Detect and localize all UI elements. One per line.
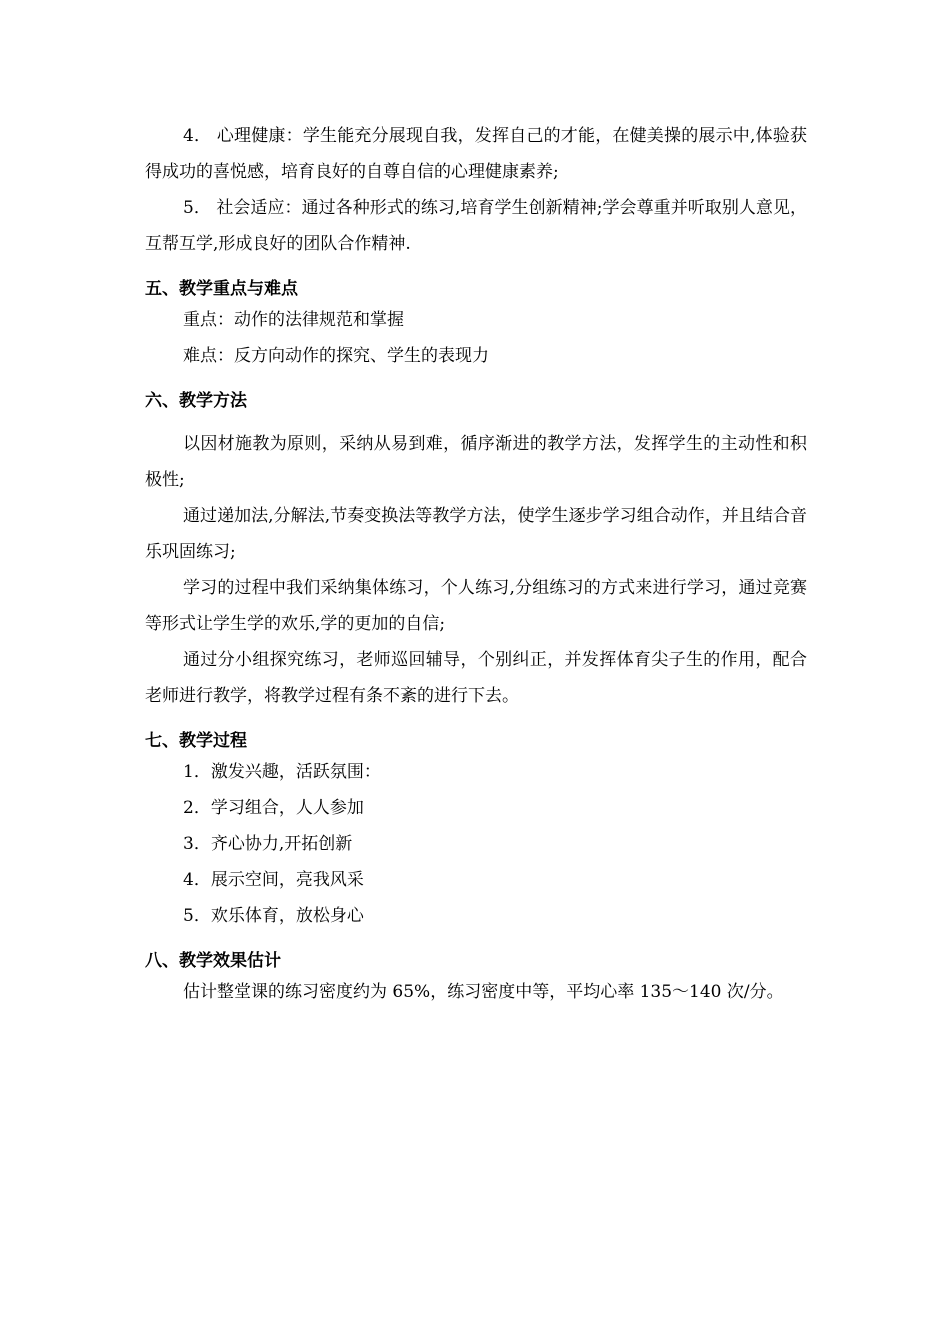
effect-estimate: 估计整堂课的练习密度约为 65%，练习密度中等，平均心率 135～140 次/分。 — [183, 982, 784, 1002]
process-step: 5．欢乐体育，放松身心 — [183, 906, 364, 926]
method-paragraph: 学习的过程中我们采纳集体练习，个人练习,分组练习的方式来进行学习，通过竞赛等形式让学生学的欢乐,学的更加的自信; — [145, 578, 807, 634]
section-8-heading: 八、教学效果估计 — [145, 951, 281, 971]
method-paragraph: 通过递加法,分解法,节奏变换法等教学方法，使学生逐步学习组合动作，并且结合音乐巩固练习; — [145, 506, 807, 562]
process-step: 3．齐心协力,开拓创新 — [183, 834, 353, 854]
process-step: 4．展示空间，亮我风采 — [183, 870, 364, 890]
method-paragraph: 以因材施教为原则，采纳从易到难，循序渐进的教学方法，发挥学生的主动性和积极性; — [145, 434, 807, 490]
section-5-heading: 五、教学重点与难点 — [145, 279, 298, 299]
objective-social-adaptation: 5． 社会适应：通过各种形式的练习,培育学生创新精神;学会尊重并听取别人意见，互帮互学,形成良好的团队合作精神. — [145, 198, 807, 254]
key-point: 重点：动作的法律规范和掌握 — [183, 310, 404, 330]
process-step: 2．学习组合，人人参加 — [183, 798, 364, 818]
section-7-heading: 七、教学过程 — [145, 731, 247, 751]
document-page — [145, 118, 807, 1010]
difficulty-point: 难点：反方向动作的探究、学生的表现力 — [183, 346, 489, 366]
section-6-heading: 六、教学方法 — [145, 391, 247, 411]
objective-psychological-health: 4． 心理健康：学生能充分展现自我，发挥自己的才能，在健美操的展示中,体验获得成功的喜悦感，培育良好的自尊自信的心理健康素养; — [145, 126, 807, 182]
process-step: 1．激发兴趣，活跃氛围： — [183, 762, 381, 782]
method-paragraph: 通过分小组探究练习，老师巡回辅导，个别纠正，并发挥体育尖子生的作用，配合老师进行教学，将教学过程有条不紊的进行下去。 — [145, 650, 807, 706]
